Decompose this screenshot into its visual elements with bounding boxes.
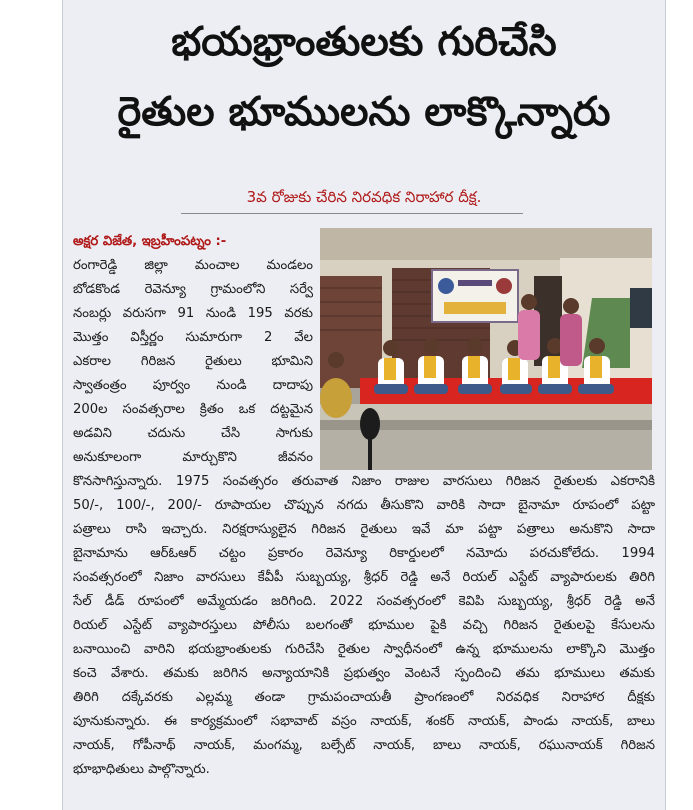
headline-line-1: భయభ్రాంతులకు గురిచేసి <box>171 19 557 65</box>
article-line: బోడకొండ రెవెన్యూ గ్రామంలోని సర్వే <box>73 282 313 297</box>
newspaper-clipping <box>62 0 666 810</box>
article-full-width-body <box>73 470 655 782</box>
news-photo <box>320 228 652 470</box>
subheadline: 3వ రోజుకు చేరిన నిరవధిక నిరాహార దీక్ష. <box>246 188 482 206</box>
article-line: పత్రాలు రాసి ఇచ్చారు. నిరక్షరాస్యులైన గిరిజన రైతులు ఇవే మా పట్టా పత్రాలు అనుకొని సాదా <box>73 522 655 537</box>
article-line: కంచె వేశారు. తమకు జరిగిన అన్యాయానికి ప్రభుత్వం వెంటనే స్పందించి తమ భూములు తమకు <box>73 666 655 681</box>
protest-photo-illustration <box>320 228 652 470</box>
article-line: 50/-, 100/-, 200/- రూపాయల చొప్పున నగదు తీసుకొని వారికి సాదా బైనామా రూపంలో పట్టా <box>73 498 655 513</box>
article-line: స్వాతంత్రం పూర్వం నుండి దాదాపు <box>73 378 313 393</box>
article-line: నాయక్, గోపీనాథ్ నాయక్, మంగమ్మ, బల్సేట్ నాయక్, బాలు నాయక్, రఘునాయక్ గిరిజన <box>73 738 655 753</box>
article-line: 200ల సంవత్సరాల క్రితం ఒక దట్టమైన <box>73 402 313 417</box>
byline: అక్షర విజేత, ఇబ్రహీంపట్నం :- <box>73 234 227 249</box>
article-line: అనుకూలంగా మార్చుకొని జీవనం <box>73 450 313 465</box>
article-line: సంవత్సరంలో నిజాం వారసులు కేవీపీ సుబ్బయ్య, శ్రీధర్ రెడ్డి అనే రియల్ ఎస్టేట్ వ్యాపారులకు తిరిగి <box>73 570 655 585</box>
article-line: ఎకరాల గిరిజన రైతులు భూమిని <box>73 354 313 369</box>
article-line: బైనామాను ఆర్ఓఆర్ చట్టం ప్రకారం రెవెన్యూ రికార్డులలో నమోదు పరచుకోలేదు. 1994 <box>73 546 655 561</box>
article-line: బనాయించి వారిని భయభ్రాంతులకు గురిచేసి రైతుల స్వాధీనంలో ఉన్న భూములను లాక్కొని మొత్తం <box>73 642 655 657</box>
article-line: అడవిని చదును చేసి సాగుకు <box>73 426 313 441</box>
article-line: తిరిగి దక్కేవరకు ఎల్లమ్మ తండా గ్రామపంచాయతీ ప్రాంగణంలో నిరవధిక నిరాహార దీక్షకు <box>73 690 655 705</box>
article-line: నంబర్లు వరుసగా 91 నుండి 195 వరకు <box>73 306 313 321</box>
article-line: కొనసాగిస్తున్నారు. 1975 సంవత్సరం తరువాత నిజాం రాజుల వారసులు గిరిజన రైతులకు ఎకరానికి <box>73 474 655 489</box>
headline-line-2: రైతుల భూములను లాక్కొన్నారు <box>117 89 611 135</box>
subheadline-underline <box>181 213 523 214</box>
article-line: రియల్ ఎస్టేట్ వ్యాపారస్తులు పోలీసు బలగంతో భూముల పైకి వచ్చి గిరిజన రైతులపై కేసులను <box>73 618 655 633</box>
article-line: మొత్తం విస్తీర్ణం సుమారుగా 2 వేల <box>73 330 313 345</box>
article-line: సేల్ డీడ్ రూపంలో అమ్మేయడం జరిగింది. 2022 సంవత్సరంలో కెవిపి సుబ్బయ్య, శ్రీధర్ రెడ్డి అనే <box>73 594 655 609</box>
article-left-column <box>73 230 313 470</box>
article-last-line: భూభాధితులు పాల్గొన్నారు. <box>73 762 210 777</box>
article-line: రంగారెడ్డి జిల్లా మంచాల మండలం <box>73 258 313 273</box>
article-line: పూనుకున్నారు. ఈ కార్యక్రమంలో సభావాట్ వస్రం నాయక్, శంకర్ నాయక్, పాండు నాయక్, బాలు <box>73 714 655 729</box>
